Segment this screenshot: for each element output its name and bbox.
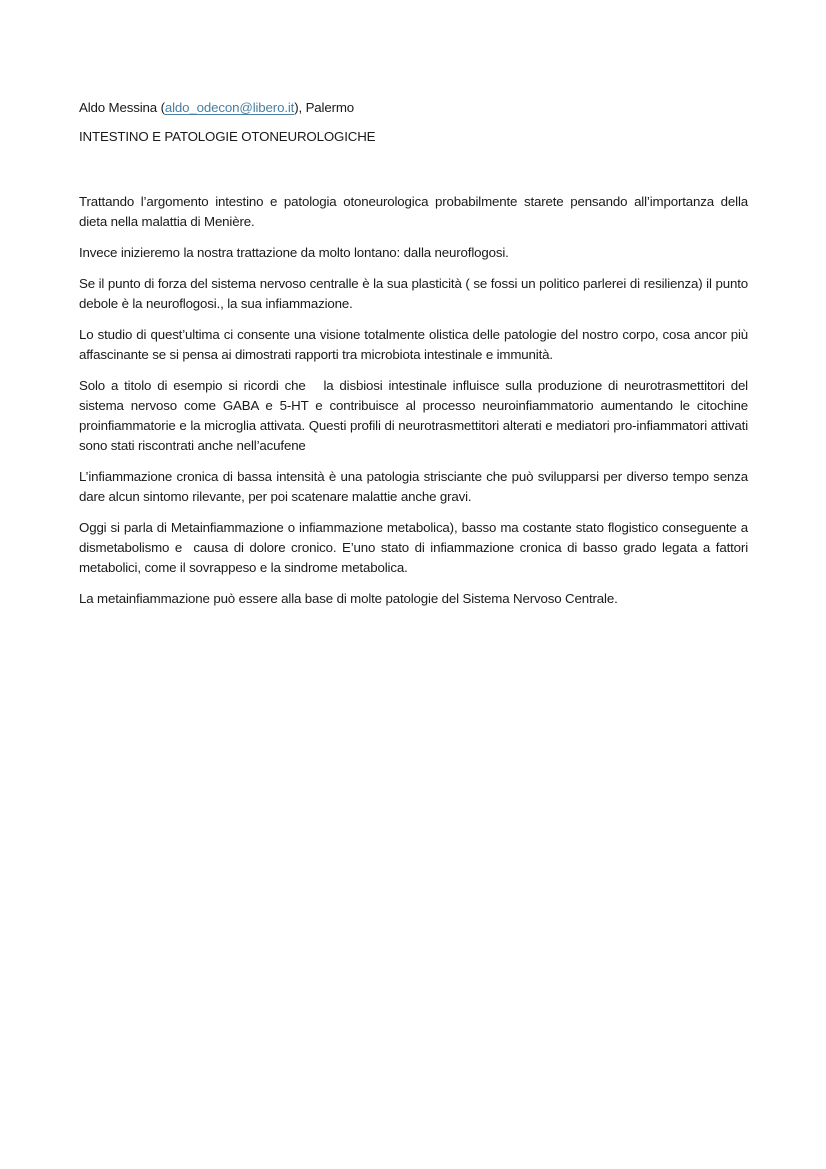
paragraph: Invece inizieremo la nostra trattazione da molto lontano: dalla neuroflogosi. <box>79 245 509 260</box>
paragraph: Trattando l’argomento intestino e patologia otoneurologica probabilmente starete pensando all’importanza della dieta nella malattia di Menière. <box>79 194 748 229</box>
paragraph: Oggi si parla di Metainfiammazione o infiammazione metabolica), basso ma costante stato flogistico conseguente a dismetabolismo e causa di dolore cronico. E’uno stato di infiammazione cronica di basso grado legata a fattori metabolici, come il sovrappeso e la sindrome metabolica. <box>79 520 752 575</box>
paragraph: Se il punto di forza del sistema nervoso centralle è la sua plasticità ( se fossi un politico parlerei di resilienza) il punto debole è la neuroflogosi., la sua infiammazione. <box>79 276 748 311</box>
paragraph: L’infiammazione cronica di bassa intensità è una patologia strisciante che può svilupparsi per diverso tempo senza dare alcun sintomo rilevante, per poi scatenare malattie anche gravi. <box>79 469 748 504</box>
document-page <box>79 99 752 620</box>
paragraph: Solo a titolo di esempio si ricordi che la disbiosi intestinale influisce sulla produzione di neurotrasmettitori del sistema nervoso come GABA e 5-HT e contribuisce al processo neuroinfiammatorio aumentando le citochine proinfiammatorie e la microglia attivata. Questi profili di neurotrasmettitori alterati e mediatori pro-infiammatori attivati sono stati riscontrati anche nell’acufene <box>79 378 752 453</box>
paragraph: La metainfiammazione può essere alla base di molte patologie del Sistema Nervoso Centrale. <box>79 591 618 606</box>
document-title: INTESTINO E PATOLOGIE OTONEUROLOGICHE <box>79 129 376 144</box>
author-line <box>79 99 748 117</box>
author-email-link[interactable]: aldo_odecon@libero.it <box>164 100 295 115</box>
author-location: ), Palermo <box>294 100 355 115</box>
author-name: Aldo Messina ( <box>79 100 165 115</box>
document-body <box>79 192 752 609</box>
paragraph: Lo studio di quest’ultima ci consente una visione totalmente olistica delle patologie del nostro corpo, cosa ancor più affascinante se si pensa ai dimostrati rapporti tra microbiota intestinale e immunità. <box>79 327 748 362</box>
